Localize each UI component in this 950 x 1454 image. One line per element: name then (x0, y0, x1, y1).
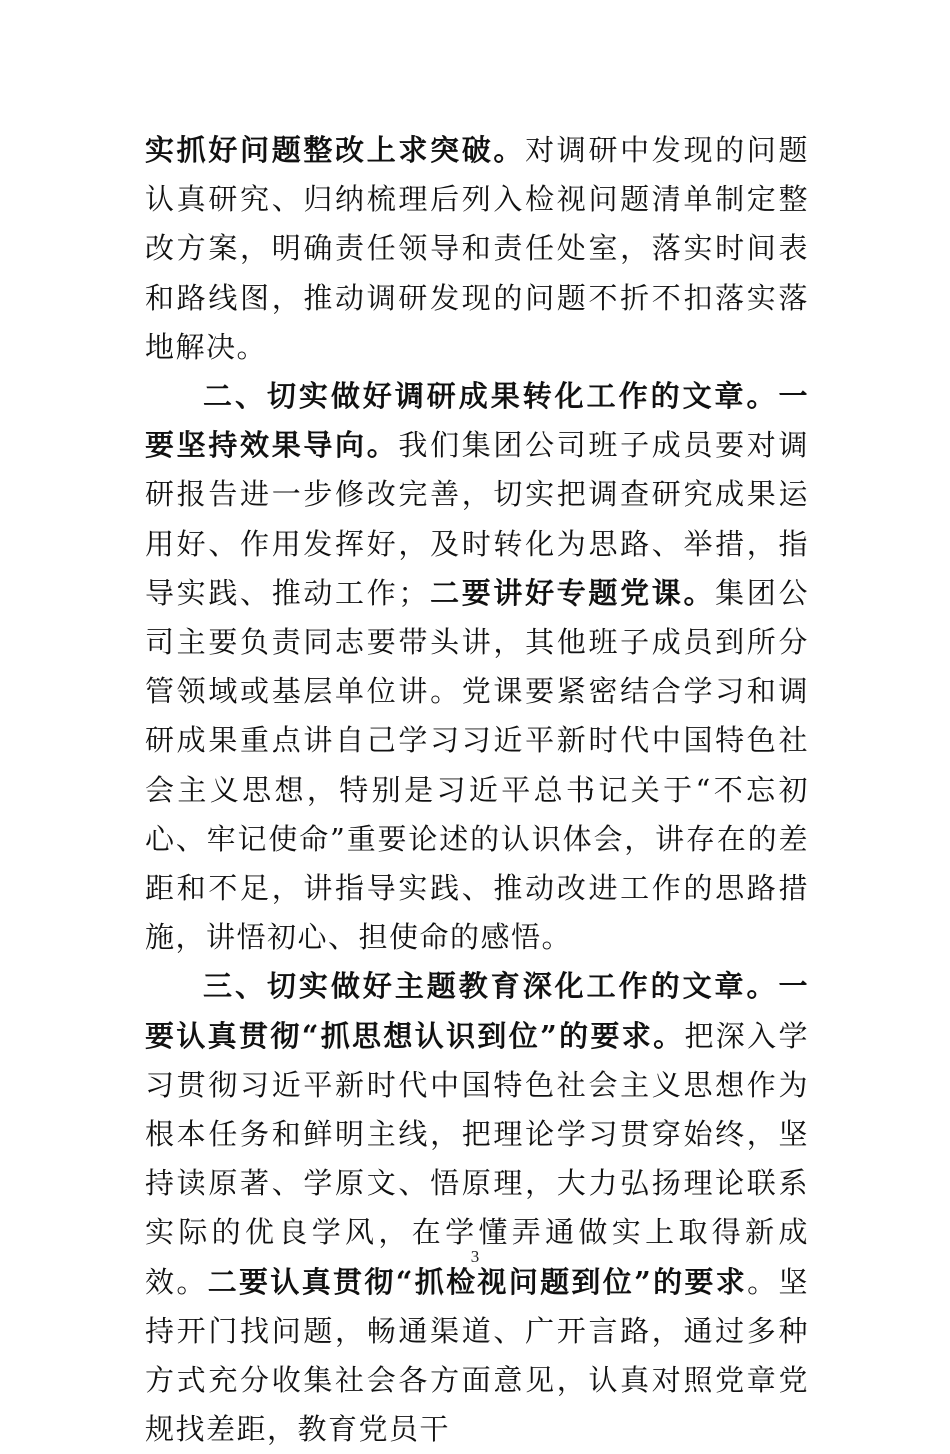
body-phrase: 把深入学习贯彻习近平新时代中国特色社会主义思想作为根本任务和鲜明主线，把理论学习贯穿始终，坚持读原著、学原文、悟原理，大力弘扬理论联系实际的优良学风，在学懂弄通做实上取得新成效。 (145, 1018, 809, 1299)
section-heading-two: 二、切实做好调研成果转化工作的文章。一要坚持效果导向。 (145, 379, 809, 463)
paragraph-section-three (145, 962, 809, 1454)
section-heading-three: 三、切实做好主题教育深化工作的文章。一要认真贯彻“抓思想认识到位”的要求。 (145, 969, 809, 1053)
body-phrase: 。坚持开门找问题，畅通渠道、广开言路，通过多种方式充分收集社会各方面意见，认真对照党章党规找差距，教育党员干 (145, 1264, 809, 1447)
bold-phrase: 二要认真贯彻“抓检视问题到位”的要求 (207, 1264, 748, 1299)
body-phrase: 集团公司主要负责同志要带头讲，其他班子成员到所分管领域或基层单位讲。党课要紧密结合学习和调研成果重点讲自己学习习近平新时代中国特色社会主义思想，特别是习近平总书记关于“不忘初心、牢记使命”重要论述的认识体会，讲存在的差距和不足，讲指导实践、推动改进工作的思路措施，讲悟初心、担使命的感悟。 (145, 575, 809, 955)
paragraph-section-two (145, 372, 809, 962)
bold-phrase: 实抓好问题整改上求突破。 (145, 133, 526, 167)
page-number: 3 (470, 1247, 480, 1266)
body-phrase: 我们集团公司班子成员要对调研报告进一步修改完善，切实把调查研究成果运用好、作用发挥好，及时转化为思路、举措，指导实践、推动工作； (145, 428, 809, 610)
paragraph-problem-rectification (145, 126, 809, 372)
body-phrase: 对调研中发现的问题认真研究、归纳梳理后列入检视问题清单制定整改方案，明确责任领导和责任处室，落实时间表和路线图，推动调研发现的问题不折不扣落实落地解决。 (145, 133, 809, 364)
bold-phrase: 二要讲好专题党课。 (428, 575, 716, 610)
